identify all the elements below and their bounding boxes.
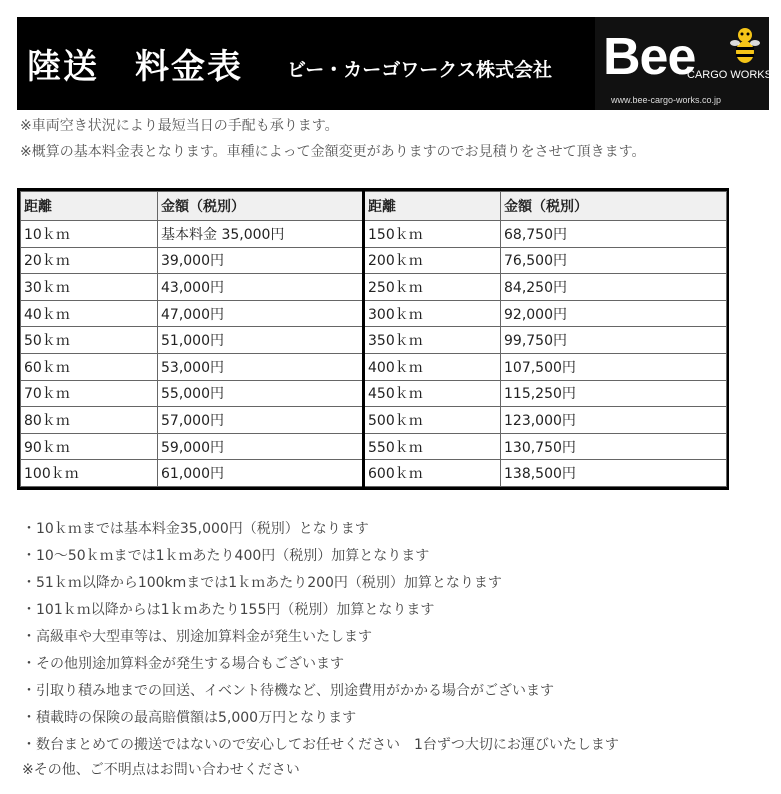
list-item: ・その他別途加算料金が発生する場合もございます [22,656,344,672]
cell-price: 115,250円 [501,380,727,407]
cell-price: 123,000円 [501,407,727,434]
cell-distance: 40ｋｍ [21,300,158,327]
table-header-row [21,192,727,221]
cell-price: 61,000円 [158,460,364,487]
cell-distance: 10ｋｍ [21,221,158,248]
table-row [21,433,727,460]
cell-distance: 400ｋｍ [364,353,501,380]
table-row [21,460,727,487]
table-row [21,247,727,274]
cell-distance: 300ｋｍ [364,300,501,327]
bee-mascot-icon [730,25,760,65]
cell-distance: 30ｋｍ [21,274,158,301]
cell-price: 基本料金 35,000円 [158,221,364,248]
cell-distance: 70ｋｍ [21,380,158,407]
cell-distance: 500ｋｍ [364,407,501,434]
table-row [21,221,727,248]
col-header-distance: 距離 [364,192,501,221]
company-logo [595,17,772,110]
list-item: ・引取り積み地までの回送、イベント待機など、別途費用がかかる場合がございます [22,683,554,699]
cell-distance: 80ｋｍ [21,407,158,434]
col-header-distance: 距離 [21,192,158,221]
cell-distance: 90ｋｍ [21,433,158,460]
note-availability: ※車両空き状況により最短当日の手配も承ります。 [20,118,339,134]
cell-price: 57,000円 [158,407,364,434]
cell-price: 55,000円 [158,380,364,407]
table-row [21,327,727,354]
cell-price: 47,000円 [158,300,364,327]
note-estimate: ※概算の基本料金表となります。車種によって金額変更がありますのでお見積りをさせて頂きます。 [20,144,646,160]
cell-distance: 100ｋｍ [21,460,158,487]
cell-price: 138,500円 [501,460,727,487]
table-row [21,407,727,434]
table-row [21,300,727,327]
cell-distance: 150ｋｍ [364,221,501,248]
cell-distance: 60ｋｍ [21,353,158,380]
logo-wordmark: Bee [603,28,696,86]
header-banner [17,17,595,110]
list-item: ・高級車や大型車等は、別途加算料金が発生いたします [22,629,372,645]
cell-price: 39,000円 [158,247,364,274]
cell-price: 53,000円 [158,353,364,380]
table-row [21,353,727,380]
table-row [21,380,727,407]
list-item: ・10～50ｋｍまでは1ｋｍあたり400円（税別）加算となります [22,548,430,564]
footer-note: ※その他、ご不明点はお問い合わせください [22,762,300,778]
list-item: ・51ｋｍ以降から100kmまでは1ｋｍあたり200円（税別）加算となります [22,575,502,591]
list-item: ・10ｋｍまでは基本料金35,000円（税別）となります [22,521,369,537]
list-item: ・積載時の保険の最高賠償額は5,000万円となります [22,710,357,726]
cell-distance: 20ｋｍ [21,247,158,274]
cell-distance: 250ｋｍ [364,274,501,301]
cell-price: 84,250円 [501,274,727,301]
page-title: 陸送 料金表 [27,47,243,87]
cell-distance: 550ｋｍ [364,433,501,460]
list-item: ・101ｋｍ以降からは1ｋｍあたり155円（税別）加算となります [22,602,435,618]
cell-price: 68,750円 [501,221,727,248]
cell-distance: 600ｋｍ [364,460,501,487]
cell-distance: 50ｋｍ [21,327,158,354]
cell-price: 130,750円 [501,433,727,460]
col-header-price: 金額（税別） [501,192,727,221]
cell-price: 59,000円 [158,433,364,460]
cell-price: 76,500円 [501,247,727,274]
cell-distance: 350ｋｍ [364,327,501,354]
conditions-list [22,516,619,759]
cell-price: 99,750円 [501,327,727,354]
table-row [21,274,727,301]
logo-url: www.bee-cargo-works.co.jp [611,95,722,105]
cell-distance: 450ｋｍ [364,380,501,407]
cell-distance: 200ｋｍ [364,247,501,274]
company-name: ビー・カーゴワークス株式会社 [287,59,553,81]
rate-table [17,188,729,490]
list-item: ・数台まとめての搬送ではないので安心してお任せください 1台ずつ大切にお運びいたします [22,737,619,753]
col-header-price: 金額（税別） [158,192,364,221]
cell-price: 107,500円 [501,353,727,380]
logo-subtitle: CARGO WORKS [687,69,772,81]
cell-price: 92,000円 [501,300,727,327]
cell-price: 43,000円 [158,274,364,301]
cell-price: 51,000円 [158,327,364,354]
